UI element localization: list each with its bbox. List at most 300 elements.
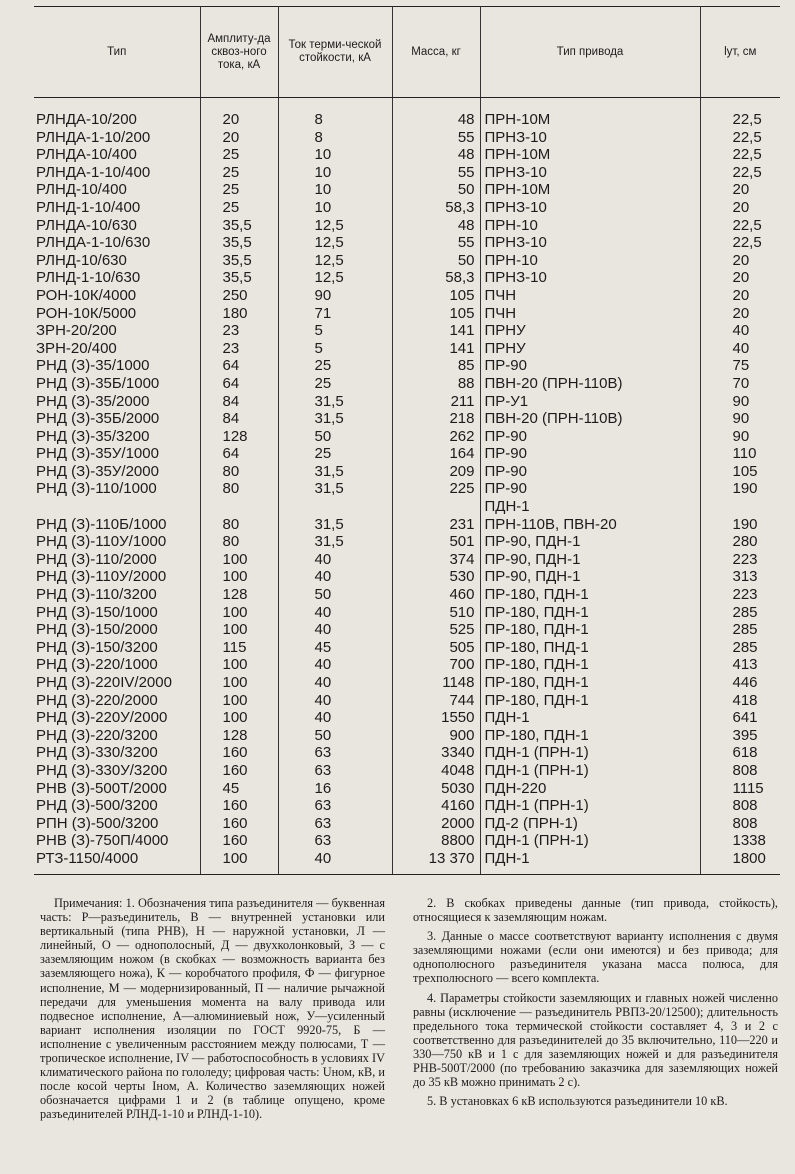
cell-type: ЗРН-20/400 xyxy=(36,339,117,357)
cell-amplitude: 35,5 xyxy=(200,252,278,270)
cell-type: РНД (З)-35У/2000 xyxy=(36,462,159,480)
table-row xyxy=(34,498,780,516)
cell-mass xyxy=(392,498,480,516)
cell-thermal-current: 40 xyxy=(278,568,392,586)
cell-drive: ПР-180, ПНД-1 xyxy=(480,639,700,657)
cell-thermal-current: 31,5 xyxy=(278,393,392,411)
note-2: 2. В скобках приведены данные (тип привода, стойкость), относящиеся к заземляющим ножам. xyxy=(413,896,778,925)
cell-thermal-current: 31,5 xyxy=(278,516,392,534)
cell-drive: ПР-180, ПДН-1 xyxy=(480,674,700,692)
cell-mass: 88 xyxy=(392,375,480,393)
cell-amplitude: 128 xyxy=(200,428,278,446)
cell-amplitude: 25 xyxy=(200,181,278,199)
cell-thermal-current: 40 xyxy=(278,604,392,622)
table-body xyxy=(34,98,780,875)
cell-type: РЛНД-1-10/400 xyxy=(36,198,141,216)
cell-type: РНД (З)-150/2000 xyxy=(36,621,158,639)
table-row xyxy=(34,727,780,745)
cell-mass: 900 xyxy=(392,727,480,745)
disconnector-table xyxy=(34,6,780,875)
cell-thermal-current: 63 xyxy=(278,815,392,833)
table-row xyxy=(34,744,780,762)
cell-drive: ПЧН xyxy=(480,287,700,305)
cell-mass: 4160 xyxy=(392,797,480,815)
cell-drive: ПРН-110В, ПВН-20 xyxy=(480,516,700,534)
cell-l: 90 xyxy=(700,410,780,428)
cell-thermal-current: 25 xyxy=(278,375,392,393)
cell-type: РЛНДА-1-10/200 xyxy=(36,128,151,146)
cell-drive: ПР-180, ПДН-1 xyxy=(480,692,700,710)
cell-drive: ПР-180, ПДН-1 xyxy=(480,656,700,674)
cell-drive: ПР-180, ПДН-1 xyxy=(480,621,700,639)
cell-amplitude: 128 xyxy=(200,727,278,745)
cell-amplitude: 160 xyxy=(200,815,278,833)
table-row xyxy=(34,674,780,692)
cell-type: РНД (З)-330У/3200 xyxy=(36,761,168,779)
cell-amplitude: 23 xyxy=(200,322,278,340)
cell-mass: 105 xyxy=(392,305,480,323)
cell-type: РНД (З)-220/1000 xyxy=(36,656,158,674)
cell-l: 20 xyxy=(700,199,780,217)
cell-type: РНД (З)-110У/1000 xyxy=(36,533,167,551)
cell-drive: ПРН-10М xyxy=(480,98,700,129)
cell-l: 395 xyxy=(700,727,780,745)
table-row xyxy=(34,98,780,129)
cell-mass: 50 xyxy=(392,252,480,270)
note-1: Примечания: 1. Обозначения типа разъединителя — буквенная часть: Р—разъединитель, В — внутренней установки или вертикальный (типа РНВ), Н — наружной установки, Л — линейный, О — однополосный, Д — двухколонковый, З — с заземляющим ножом (в скобках — возможность варианта без заземляющего ножа), К — коробчатого профиля, Ф — фигурное исполнение, М — модернизированный, П — наличие рычажной передачи для уменьшения момента на валу привода или подвесное исполнение, А—алюминиевый нож, У—усиленный вариант исполнения изоляции по ГОСТ 9920-75, Б — исполнение с увеличенным расстоянием между полюсами, Т — тропическое исполнение, IV — работоспособность в условиях IV климатического района по гололеду; цифровая часть: Uном, кВ, и после косой черты Iном, А. Количество заземляющих ножей обозначается цифрами 1 и 2 (в таблице опущено, кроме разъединителей РЛНД-1-10 и РЛНД-1-10). xyxy=(40,896,385,1122)
cell-thermal-current: 63 xyxy=(278,762,392,780)
table-row xyxy=(34,234,780,252)
cell-l: 20 xyxy=(700,181,780,199)
cell-type: РНД (З)-150/1000 xyxy=(36,603,158,621)
table-row xyxy=(34,393,780,411)
cell-amplitude: 100 xyxy=(200,850,278,874)
header-row xyxy=(34,7,780,98)
notes-left xyxy=(40,896,385,1127)
table-row xyxy=(34,164,780,182)
cell-l: 1800 xyxy=(700,850,780,874)
table-row xyxy=(34,656,780,674)
cell-l: 22,5 xyxy=(700,146,780,164)
table-row xyxy=(34,340,780,358)
table-row xyxy=(34,709,780,727)
table-row xyxy=(34,568,780,586)
cell-mass: 164 xyxy=(392,445,480,463)
cell-thermal-current: 40 xyxy=(278,850,392,874)
cell-type: РНД (З)-220/3200 xyxy=(36,726,158,744)
cell-type: РЛНДА-10/400 xyxy=(36,146,137,164)
cell-l: 22,5 xyxy=(700,98,780,129)
cell-l: 285 xyxy=(700,621,780,639)
cell-amplitude: 35,5 xyxy=(200,269,278,287)
cell-thermal-current: 12,5 xyxy=(278,217,392,235)
cell-amplitude: 25 xyxy=(200,199,278,217)
cell-mass: 50 xyxy=(392,181,480,199)
cell-type: РНД (З)-110Б/1000 xyxy=(36,515,167,533)
cell-amplitude: 80 xyxy=(200,480,278,498)
cell-mass: 55 xyxy=(392,129,480,147)
header-type: Тип xyxy=(34,7,200,98)
cell-thermal-current: 50 xyxy=(278,586,392,604)
cell-drive: ПДН-1 xyxy=(480,498,700,516)
cell-type: РНД (З)-35/3200 xyxy=(36,427,150,445)
table-row xyxy=(34,181,780,199)
cell-drive: ПРН-10М xyxy=(480,146,700,164)
cell-l: 70 xyxy=(700,375,780,393)
cell-amplitude: 128 xyxy=(200,586,278,604)
cell-thermal-current: 90 xyxy=(278,287,392,305)
cell-thermal-current: 12,5 xyxy=(278,252,392,270)
cell-mass: 8800 xyxy=(392,832,480,850)
cell-drive: ПР-90, ПДН-1 xyxy=(480,568,700,586)
cell-drive: ПРНЗ-10 xyxy=(480,199,700,217)
cell-thermal-current: 50 xyxy=(278,727,392,745)
table-row xyxy=(34,463,780,481)
cell-mass: 510 xyxy=(392,604,480,622)
note-5: 5. В установках 6 кВ используются разъединители 10 кВ. xyxy=(427,1094,728,1109)
cell-type: РНД (З)-220У/2000 xyxy=(36,709,168,727)
cell-drive: ПДН-1 xyxy=(480,709,700,727)
cell-thermal-current: 12,5 xyxy=(278,269,392,287)
cell-type: РНД (З)-220/2000 xyxy=(36,691,158,709)
cell-drive: ПР-90 xyxy=(480,463,700,481)
cell-type: РНД (З)-330/3200 xyxy=(36,744,158,762)
cell-l: 20 xyxy=(700,287,780,305)
cell-mass: 2000 xyxy=(392,815,480,833)
cell-amplitude: 180 xyxy=(200,305,278,323)
cell-drive: ПД-2 (ПРН-1) xyxy=(480,815,700,833)
cell-amplitude: 100 xyxy=(200,692,278,710)
cell-drive: ПРНЗ-10 xyxy=(480,234,700,252)
table-row xyxy=(34,199,780,217)
cell-mass: 55 xyxy=(392,234,480,252)
cell-l: 20 xyxy=(700,252,780,270)
cell-drive: ПДН-1 (ПРН-1) xyxy=(480,744,700,762)
cell-amplitude: 84 xyxy=(200,393,278,411)
cell-amplitude: 45 xyxy=(200,780,278,798)
cell-type: РЛНДА-10/200 xyxy=(36,111,137,128)
table-row xyxy=(34,322,780,340)
cell-type: РЛНДА-10/630 xyxy=(36,216,137,234)
cell-amplitude: 25 xyxy=(200,164,278,182)
cell-drive: ПР-90 xyxy=(480,445,700,463)
cell-type: РНД (З)-110/1000 xyxy=(36,480,157,498)
cell-type xyxy=(34,498,200,516)
cell-thermal-current: 40 xyxy=(278,656,392,674)
cell-thermal-current: 63 xyxy=(278,832,392,850)
cell-mass: 85 xyxy=(392,357,480,375)
cell-amplitude: 35,5 xyxy=(200,234,278,252)
cell-amplitude: 100 xyxy=(200,709,278,727)
cell-thermal-current: 12,5 xyxy=(278,234,392,252)
header-amplitude: Амплиту-да сквоз-ного тока, кА xyxy=(200,7,278,98)
cell-drive: ПР-У1 xyxy=(480,393,700,411)
cell-thermal-current: 63 xyxy=(278,744,392,762)
cell-type: РНД (З)-35Б/1000 xyxy=(36,374,160,392)
table-row xyxy=(34,375,780,393)
table-row xyxy=(34,146,780,164)
table-row xyxy=(34,252,780,270)
cell-l: 223 xyxy=(700,551,780,569)
note-3: 3. Данные о массе соответствуют варианту исполнения с двумя заземляющими ножами (если они имеются) и без привода; для однополюсного разъединителя указана масса полюса, для трехполюсного — всего комплекта. xyxy=(413,929,778,986)
cell-l: 618 xyxy=(700,744,780,762)
cell-mass: 48 xyxy=(392,217,480,235)
cell-thermal-current: 50 xyxy=(278,428,392,446)
cell-type: РПН (З)-500/3200 xyxy=(36,814,159,832)
cell-drive: ПР-90 xyxy=(480,480,700,498)
cell-type: РЛНДА-1-10/630 xyxy=(36,234,151,252)
cell-thermal-current: 25 xyxy=(278,357,392,375)
cell-l: 1338 xyxy=(700,832,780,850)
cell-mass: 209 xyxy=(392,463,480,481)
cell-type: РНД (З)-110/2000 xyxy=(36,550,157,568)
cell-amplitude: 160 xyxy=(200,744,278,762)
table-row xyxy=(34,287,780,305)
cell-drive: ПЧН xyxy=(480,305,700,323)
cell-mass: 744 xyxy=(392,692,480,710)
cell-amplitude: 20 xyxy=(200,98,278,129)
cell-mass: 13 370 xyxy=(392,850,480,874)
cell-thermal-current: 10 xyxy=(278,181,392,199)
header-thermal-current: Ток терми-ческой стойкости, кА xyxy=(278,7,392,98)
table-row xyxy=(34,445,780,463)
table-row xyxy=(34,604,780,622)
cell-amplitude: 80 xyxy=(200,516,278,534)
cell-l: 190 xyxy=(700,480,780,498)
cell-thermal-current: 63 xyxy=(278,797,392,815)
table-row xyxy=(34,217,780,235)
cell-drive: ПРНЗ-10 xyxy=(480,269,700,287)
cell-thermal-current: 5 xyxy=(278,340,392,358)
cell-l: 285 xyxy=(700,639,780,657)
cell-drive: ПРН-10 xyxy=(480,217,700,235)
cell-mass: 141 xyxy=(392,322,480,340)
cell-l: 20 xyxy=(700,269,780,287)
cell-amplitude: 20 xyxy=(200,129,278,147)
cell-type: РНД (З)-500/3200 xyxy=(36,797,158,815)
cell-l: 105 xyxy=(700,463,780,481)
cell-amplitude: 80 xyxy=(200,533,278,551)
cell-type: РНД (З)-220IV/2000 xyxy=(36,674,172,691)
cell-drive: ПДН-1 (ПРН-1) xyxy=(480,832,700,850)
cell-l: 313 xyxy=(700,568,780,586)
cell-type: ЗРН-20/200 xyxy=(36,322,117,340)
cell-type: РНВ (З)-750П/4000 xyxy=(36,832,169,850)
cell-mass: 374 xyxy=(392,551,480,569)
table-row xyxy=(34,516,780,534)
cell-amplitude: 64 xyxy=(200,375,278,393)
cell-mass: 55 xyxy=(392,164,480,182)
cell-amplitude: 160 xyxy=(200,797,278,815)
cell-drive: ПР-90 xyxy=(480,357,700,375)
cell-mass: 48 xyxy=(392,98,480,129)
cell-amplitude: 64 xyxy=(200,357,278,375)
cell-amplitude xyxy=(200,498,278,516)
note-4: 4. Параметры стойкости заземляющих и главных ножей численно равны (исключение — разъединитель РВПЗ-20/12500); длительность предельного тока термической стойкости составляет 4, 3 и 2 с соответственно для разъединителей до 35 включительно, 110—220 и 330—750 кВ и 1 с для заземляющих ножей и для разъединителя РНВ-500Т/2000 (по требованию заказчика для заземляющих ножей до 35 кВ можно принимать 2 с). xyxy=(413,990,778,1090)
table-row xyxy=(34,129,780,147)
cell-type: РНД (З)-35У/1000 xyxy=(36,445,159,463)
cell-amplitude: 250 xyxy=(200,287,278,305)
cell-drive: ПДН-1 xyxy=(480,850,700,874)
cell-thermal-current: 25 xyxy=(278,445,392,463)
cell-thermal-current: 45 xyxy=(278,639,392,657)
table-row xyxy=(34,780,780,798)
cell-mass: 48 xyxy=(392,146,480,164)
table-row xyxy=(34,533,780,551)
cell-mass: 58,3 xyxy=(392,269,480,287)
cell-drive: ПР-90, ПДН-1 xyxy=(480,551,700,569)
cell-mass: 501 xyxy=(392,533,480,551)
table-row xyxy=(34,269,780,287)
cell-type: РЛНДА-1-10/400 xyxy=(36,163,151,181)
cell-thermal-current: 10 xyxy=(278,146,392,164)
cell-mass: 525 xyxy=(392,621,480,639)
cell-l: 22,5 xyxy=(700,234,780,252)
cell-mass: 141 xyxy=(392,340,480,358)
cell-thermal-current: 31,5 xyxy=(278,463,392,481)
cell-thermal-current: 10 xyxy=(278,164,392,182)
cell-drive: ПР-180, ПДН-1 xyxy=(480,727,700,745)
cell-l: 285 xyxy=(700,604,780,622)
cell-drive: ПВН-20 (ПРН-110В) xyxy=(480,375,700,393)
table-row xyxy=(34,357,780,375)
cell-l: 1115 xyxy=(700,780,780,798)
cell-l: 808 xyxy=(700,797,780,815)
cell-thermal-current: 8 xyxy=(278,129,392,147)
table-row xyxy=(34,797,780,815)
cell-mass: 58,3 xyxy=(392,199,480,217)
cell-type: РОН-10К/5000 xyxy=(36,304,137,322)
cell-l: 22,5 xyxy=(700,217,780,235)
cell-mass: 5030 xyxy=(392,780,480,798)
cell-drive: ПВН-20 (ПРН-110В) xyxy=(480,410,700,428)
table-row xyxy=(34,586,780,604)
cell-thermal-current: 71 xyxy=(278,305,392,323)
cell-l: 22,5 xyxy=(700,129,780,147)
cell-type: РОН-10К/4000 xyxy=(36,286,137,304)
cell-l: 22,5 xyxy=(700,164,780,182)
cell-amplitude: 25 xyxy=(200,146,278,164)
cell-amplitude: 64 xyxy=(200,445,278,463)
cell-amplitude: 100 xyxy=(200,621,278,639)
cell-mass: 530 xyxy=(392,568,480,586)
cell-l: 418 xyxy=(700,692,780,710)
cell-amplitude: 80 xyxy=(200,463,278,481)
cell-l: 40 xyxy=(700,322,780,340)
table-row xyxy=(34,762,780,780)
cell-drive: ПДН-1 (ПРН-1) xyxy=(480,797,700,815)
cell-mass: 218 xyxy=(392,410,480,428)
cell-amplitude: 35,5 xyxy=(200,217,278,235)
cell-l: 20 xyxy=(700,305,780,323)
cell-type: РНД (З)-150/3200 xyxy=(36,638,158,656)
cell-l: 808 xyxy=(700,815,780,833)
cell-mass: 460 xyxy=(392,586,480,604)
cell-thermal-current: 40 xyxy=(278,551,392,569)
cell-type: РТЗ-1150/4000 xyxy=(34,850,200,874)
cell-mass: 225 xyxy=(392,480,480,498)
cell-l: 90 xyxy=(700,428,780,446)
notes-right xyxy=(413,896,778,1113)
cell-mass: 231 xyxy=(392,516,480,534)
header-drive: Тип привода xyxy=(480,7,700,98)
cell-amplitude: 100 xyxy=(200,674,278,692)
cell-thermal-current: 10 xyxy=(278,199,392,217)
cell-drive: ПР-90 xyxy=(480,428,700,446)
cell-type: РНД (З)-35Б/2000 xyxy=(36,410,160,428)
cell-l: 90 xyxy=(700,393,780,411)
cell-mass: 1148 xyxy=(392,674,480,692)
cell-mass: 262 xyxy=(392,428,480,446)
cell-mass: 1550 xyxy=(392,709,480,727)
cell-type: РЛНД-1-10/630 xyxy=(36,269,141,287)
cell-l: 75 xyxy=(700,357,780,375)
cell-drive: ПРНУ xyxy=(480,340,700,358)
cell-amplitude: 100 xyxy=(200,551,278,569)
table-row xyxy=(34,480,780,498)
cell-thermal-current: 8 xyxy=(278,98,392,129)
cell-amplitude: 160 xyxy=(200,762,278,780)
cell-l: 40 xyxy=(700,340,780,358)
cell-thermal-current: 40 xyxy=(278,621,392,639)
cell-l: 223 xyxy=(700,586,780,604)
cell-amplitude: 84 xyxy=(200,410,278,428)
cell-drive: ПДН-1 (ПРН-1) xyxy=(480,762,700,780)
cell-thermal-current: 40 xyxy=(278,692,392,710)
cell-type: РНД (З)-110/3200 xyxy=(36,586,157,604)
cell-type: РЛНД-10/400 xyxy=(36,181,127,199)
cell-thermal-current: 31,5 xyxy=(278,410,392,428)
cell-mass: 700 xyxy=(392,656,480,674)
cell-drive: ПРН-10 xyxy=(480,252,700,270)
cell-mass: 4048 xyxy=(392,762,480,780)
cell-drive: ПР-90, ПДН-1 xyxy=(480,533,700,551)
table-row xyxy=(34,639,780,657)
cell-drive: ПДН-220 xyxy=(480,780,700,798)
cell-type: РНД (З)-35/1000 xyxy=(36,357,150,375)
cell-l xyxy=(700,498,780,516)
cell-drive: ПР-180, ПДН-1 xyxy=(480,586,700,604)
cell-amplitude: 160 xyxy=(200,832,278,850)
header-l: lут, см xyxy=(700,7,780,98)
cell-l: 446 xyxy=(700,674,780,692)
cell-thermal-current: 40 xyxy=(278,709,392,727)
cell-thermal-current: 16 xyxy=(278,780,392,798)
cell-type: РНД (З)-35/2000 xyxy=(36,392,150,410)
cell-l: 110 xyxy=(700,445,780,463)
cell-amplitude: 100 xyxy=(200,568,278,586)
cell-amplitude: 100 xyxy=(200,604,278,622)
cell-type: РЛНД-10/630 xyxy=(36,251,127,269)
cell-l: 280 xyxy=(700,533,780,551)
cell-drive: ПР-180, ПДН-1 xyxy=(480,604,700,622)
cell-mass: 3340 xyxy=(392,744,480,762)
cell-type: РНВ (З)-500Т/2000 xyxy=(36,779,167,797)
cell-l: 641 xyxy=(700,709,780,727)
header-mass: Масса, кг xyxy=(392,7,480,98)
cell-amplitude: 23 xyxy=(200,340,278,358)
cell-amplitude: 100 xyxy=(200,656,278,674)
cell-l: 190 xyxy=(700,516,780,534)
table-row xyxy=(34,850,780,874)
table-row xyxy=(34,832,780,850)
table-row xyxy=(34,815,780,833)
cell-drive: ПРНЗ-10 xyxy=(480,129,700,147)
cell-mass: 211 xyxy=(392,393,480,411)
cell-thermal-current: 40 xyxy=(278,674,392,692)
cell-drive: ПРНУ xyxy=(480,322,700,340)
cell-drive: ПРНЗ-10 xyxy=(480,164,700,182)
